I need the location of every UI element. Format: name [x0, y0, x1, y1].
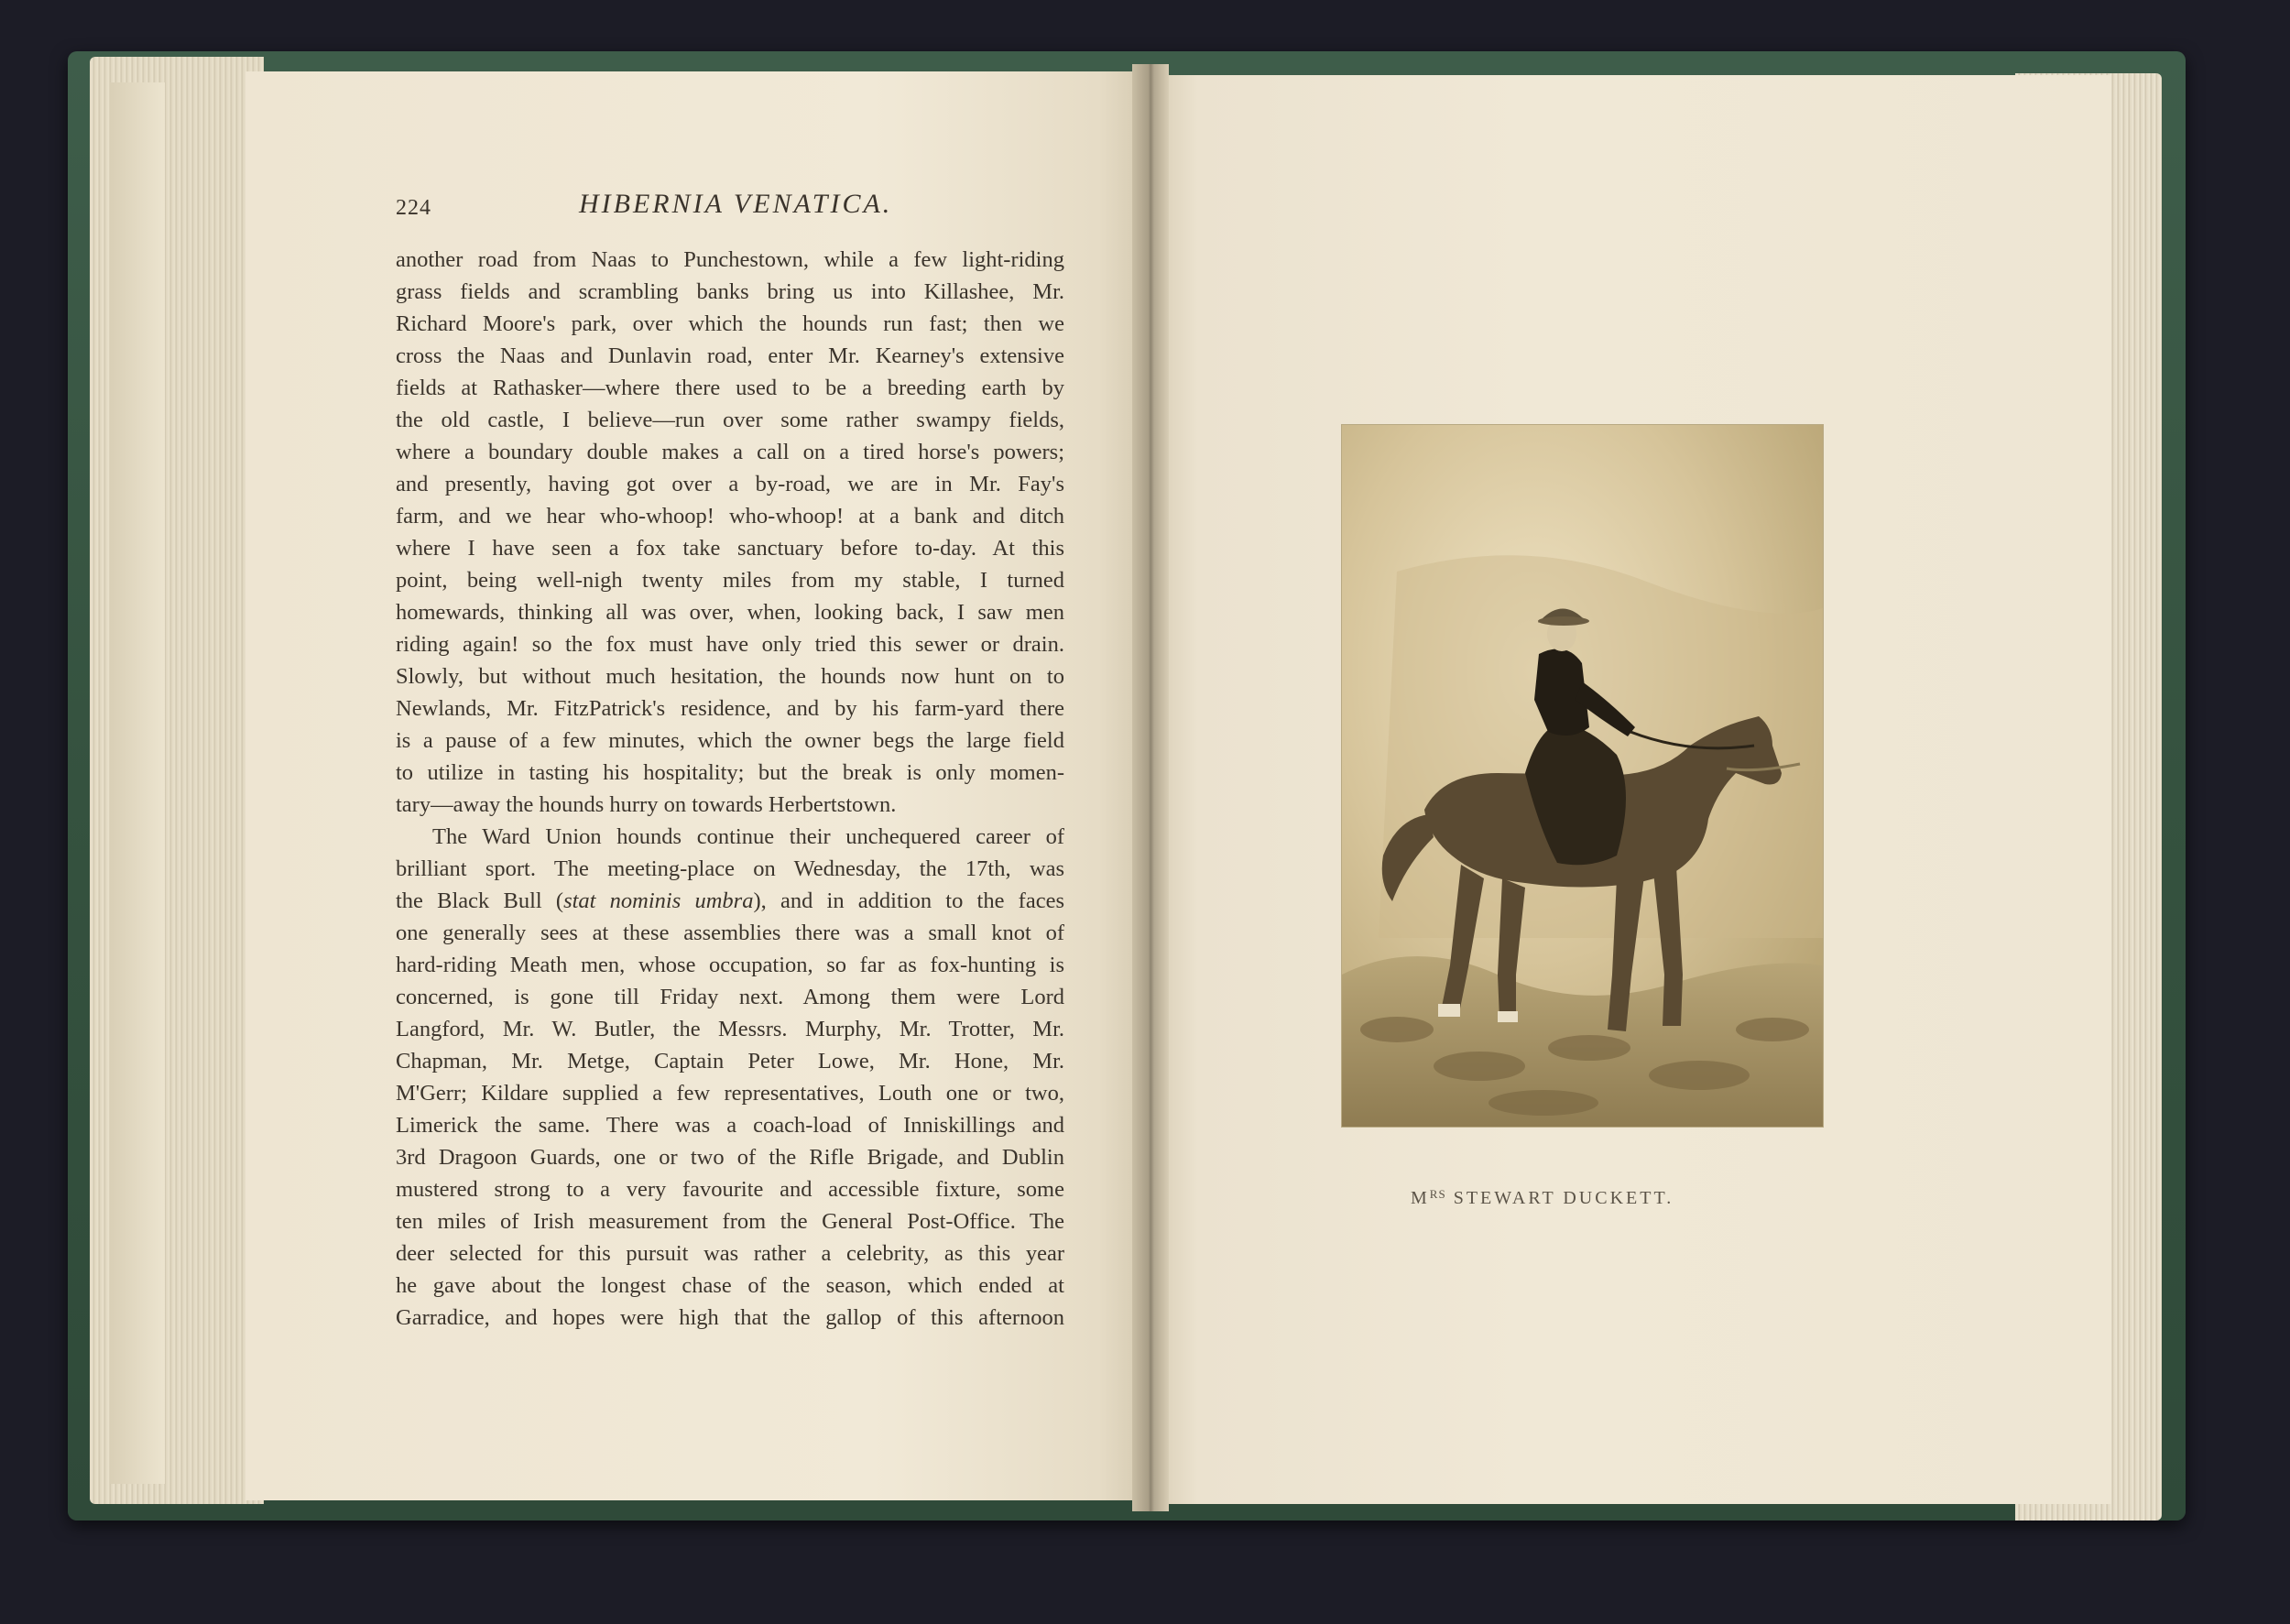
- text-line: cross the Naas and Dunlavin road, enter Mr. Kearney's extensive: [396, 343, 1064, 368]
- book-gutter: [1132, 64, 1169, 1511]
- text-line: grass fields and scrambling banks bring us into Killashee, Mr.: [396, 279, 1064, 304]
- photograph-plate: [1342, 425, 1823, 1127]
- text-line: hard-riding Meath men, whose occupation, so far as fox-hunting is: [396, 953, 1064, 977]
- text-line: is a pause of a few minutes, which the owner begs the large field: [396, 728, 1064, 753]
- text-line: he gave about the longest chase of the season, which ended at: [396, 1273, 1064, 1298]
- text-line: The Ward Union hounds continue their unchequered career of: [432, 824, 1064, 849]
- text-line: the old castle, I believe—run over some rather swampy fields,: [396, 408, 1064, 432]
- text-run: ), and in addition to the faces: [753, 888, 1064, 913]
- text-line: deer selected for this pursuit was rather a celebrity, as this year: [396, 1241, 1064, 1266]
- text-line: and presently, having got over a by-road, we are in Mr. Fay's: [396, 472, 1064, 496]
- text-line: where I have seen a fox take sanctuary before to-day. At this: [396, 536, 1064, 561]
- text-line: fields at Rathasker—where there used to be a breeding earth by: [396, 376, 1064, 400]
- text-line: homewards, thinking all was over, when, looking back, I saw men: [396, 600, 1064, 625]
- text-line: Limerick the same. There was a coach-load of Inniskillings and: [396, 1113, 1064, 1138]
- text-line: to utilize in tasting his hospitality; but the break is only momen-: [396, 760, 1064, 785]
- text-line: another road from Naas to Punchestown, while a few light-riding: [396, 247, 1064, 272]
- text-line: brilliant sport. The meeting-place on Wednesday, the 17th, was: [396, 856, 1064, 881]
- text-line: Slowly, but without much hesitation, the hounds now hunt on to: [396, 664, 1064, 689]
- text-line: 3rd Dragoon Guards, one or two of the Rifle Brigade, and Dublin: [396, 1145, 1064, 1170]
- text-line: Chapman, Mr. Metge, Captain Peter Lowe, Mr. Hone, Mr.: [396, 1049, 1064, 1074]
- text-line: concerned, is gone till Friday next. Among them were Lord: [396, 985, 1064, 1009]
- text-line: where a boundary double makes a call on a tired horse's powers;: [396, 440, 1064, 464]
- caption-prefix: M: [1411, 1188, 1430, 1208]
- caption-superscript: RS: [1429, 1187, 1446, 1201]
- body-text: [396, 244, 1064, 1334]
- rider-on-horse-photo: [1342, 425, 1823, 1127]
- running-title: HIBERNIA VENATICA.: [579, 189, 893, 219]
- italic-latin-phrase: stat nominis umbra: [563, 888, 754, 913]
- text-line: Richard Moore's park, over which the hounds run fast; then we: [396, 311, 1064, 336]
- caption-name: STEWART DUCKETT.: [1445, 1188, 1674, 1208]
- text-line: Garradice, and hopes were high that the gallop of this afternoon: [396, 1305, 1064, 1330]
- left-page-edges-inner: [110, 82, 165, 1484]
- text-line: ten miles of Irish measurement from the General Post-Office. The: [396, 1209, 1064, 1234]
- text-line: point, being well-nigh twenty miles from my stable, I turned: [396, 568, 1064, 593]
- text-line-black-bull: [396, 885, 1064, 917]
- running-head: [396, 189, 1092, 225]
- text-run: the Black Bull (: [396, 888, 564, 913]
- text-line: tary—away the hounds hurry on towards Herbertstown.: [396, 792, 897, 817]
- text-line: M'Gerr; Kildare supplied a few representatives, Louth one or two,: [396, 1081, 1064, 1106]
- plate-caption: [1411, 1187, 1832, 1209]
- text-line: one generally sees at these assemblies there was a small knot of: [396, 921, 1064, 945]
- text-line: Langford, Mr. W. Butler, the Messrs. Murphy, Mr. Trotter, Mr.: [396, 1017, 1064, 1041]
- text-line: farm, and we hear who-whoop! who-whoop! at a bank and ditch: [396, 504, 1064, 529]
- text-line: Newlands, Mr. FitzPatrick's residence, and by his farm-yard there: [396, 696, 1064, 721]
- text-line: mustered strong to a very favourite and accessible fixture, some: [396, 1177, 1064, 1202]
- text-line: riding again! so the fox must have only tried this sewer or drain.: [396, 632, 1064, 657]
- page-number: 224: [396, 196, 431, 220]
